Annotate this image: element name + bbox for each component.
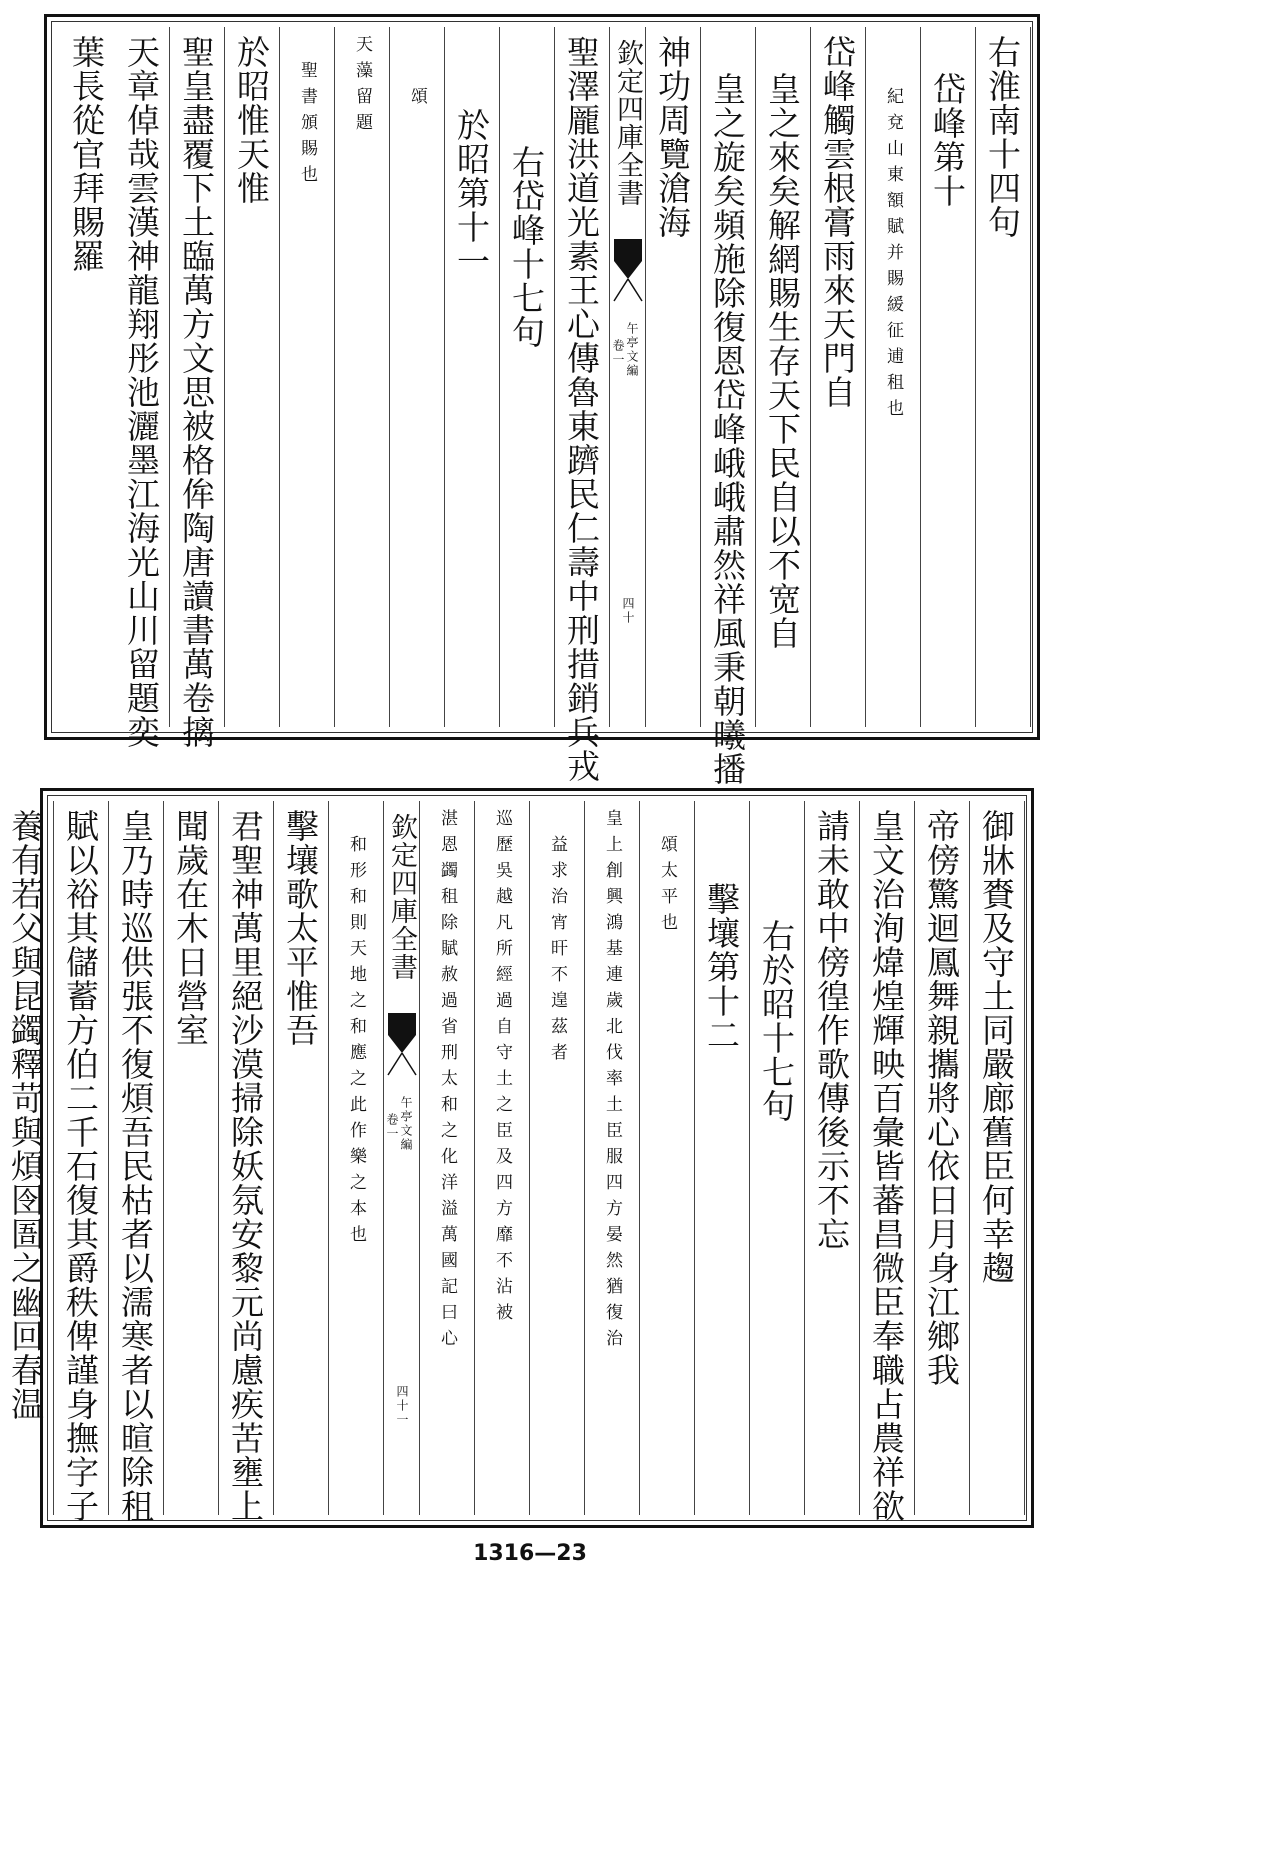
annotation-text: 巡歷吳越凡所經過自守土之臣及四方靡不沾被 bbox=[492, 809, 512, 1329]
page-number: 1316—23 bbox=[473, 1541, 587, 1566]
text-column bbox=[274, 801, 329, 1515]
annotation-text: 天藻留題 bbox=[352, 35, 372, 139]
text-column bbox=[921, 27, 976, 727]
column-text: 請未敢中傍徨作歌傳後示不忘 bbox=[812, 809, 851, 1251]
gutter-title: 欽定四庫全書 bbox=[612, 39, 643, 207]
column-text: 葉長從官拜賜羅 bbox=[67, 35, 106, 273]
column-text: 帝傍驚迴鳳舞親攜將心依日月身江鄉我 bbox=[922, 809, 961, 1387]
gutter-book-title: 午亭文編 bbox=[399, 1096, 413, 1152]
column-text: 右於昭十七句 bbox=[757, 918, 796, 1123]
column-text: 擊壤歌太平惟吾 bbox=[281, 809, 320, 1047]
text-column bbox=[164, 801, 219, 1515]
column-text: 右岱峰十七句 bbox=[507, 144, 546, 349]
text-column bbox=[219, 801, 274, 1523]
annotation-text: 紀兗山東額賦并賜緩征逋租也 bbox=[883, 87, 903, 425]
gutter-volume: 卷一 bbox=[611, 339, 625, 367]
column-text: 御牀賚及守土同嚴廊舊臣何幸趨 bbox=[977, 809, 1016, 1285]
fish-tail-mark-icon bbox=[386, 1013, 418, 1083]
column-text: 皇之來矣解網賜生存天下民自以不宽自 bbox=[763, 71, 802, 650]
text-column bbox=[335, 27, 390, 727]
gutter-folio-number: 四十一 bbox=[395, 1385, 409, 1427]
column-text: 皇文治洵煒煌輝映百彙皆蕃昌微臣奉職占農祥欲 bbox=[867, 809, 906, 1523]
column-text: 岱峰第十 bbox=[928, 71, 967, 208]
text-column bbox=[280, 27, 335, 727]
text-column bbox=[970, 801, 1025, 1515]
text-column bbox=[109, 801, 164, 1523]
text-column bbox=[475, 801, 530, 1515]
text-column bbox=[60, 27, 115, 727]
annotation-text: 頌太平也 bbox=[657, 835, 677, 939]
text-column bbox=[115, 27, 170, 749]
gutter-folio-number: 四十 bbox=[621, 597, 635, 625]
text-column bbox=[54, 801, 109, 1523]
column-text: 於昭惟天惟 bbox=[232, 35, 271, 205]
column-text: 皇乃時巡供張不復煩吾民枯者以濡寒者以暄除租 bbox=[116, 809, 155, 1523]
upper-page bbox=[44, 14, 1040, 786]
column-text: 賦以裕其儲蓄方伯二千石復其爵秩俾謹身撫字子 bbox=[61, 809, 100, 1523]
text-column bbox=[640, 801, 695, 1515]
column-text: 君聖神萬里絕沙漠掃除妖氛安黎元尚慮疾苦壅上 bbox=[226, 809, 265, 1523]
text-column bbox=[866, 27, 921, 727]
text-column bbox=[976, 27, 1031, 727]
text-column bbox=[756, 27, 811, 727]
center-gutter bbox=[384, 801, 420, 1515]
center-gutter bbox=[610, 27, 646, 727]
column-text: 於昭第十一 bbox=[452, 108, 491, 278]
text-column bbox=[701, 27, 756, 786]
column-text: 聖皇盡覆下土臨萬方文思被格侔陶唐讀書萬卷摛 bbox=[177, 35, 216, 749]
annotation-text: 和形和則天地之和應之此作樂之本也 bbox=[346, 835, 366, 1251]
text-column bbox=[750, 801, 805, 1515]
column-text: 右淮南十四句 bbox=[983, 35, 1022, 239]
text-column bbox=[390, 27, 445, 727]
gutter-volume: 卷一 bbox=[385, 1113, 399, 1141]
column-text: 聞歲在木日營室 bbox=[171, 809, 210, 1047]
column-text: 聖澤龎洪道光素王心傳魯東躋民仁壽中刑措銷兵戎 bbox=[562, 35, 601, 783]
column-text: 擊壤第十二 bbox=[702, 882, 741, 1052]
annotation-text: 聖書頒賜也 bbox=[297, 61, 317, 191]
column-text: 天章倬哉雲漢神龍翔彤池灑墨江海光山川留題奕 bbox=[122, 35, 161, 749]
text-column bbox=[170, 27, 225, 749]
annotation-text: 湛恩蠲租除賦赦過省刑太和之化洋溢萬國記曰心 bbox=[437, 809, 457, 1355]
column-text: 神功周覽滄海 bbox=[653, 35, 692, 239]
text-column bbox=[811, 27, 866, 727]
text-column bbox=[530, 801, 585, 1515]
text-column bbox=[585, 801, 640, 1515]
text-column bbox=[445, 27, 500, 727]
text-column bbox=[915, 801, 970, 1515]
text-column bbox=[420, 801, 475, 1515]
annotation-text: 皇上創興鴻基連歲北伐率土臣服四方晏然猶復治 bbox=[602, 809, 622, 1355]
lower-page bbox=[6, 788, 1034, 1528]
text-column bbox=[500, 27, 555, 727]
text-column bbox=[860, 801, 915, 1523]
text-column bbox=[646, 27, 701, 727]
column-text: 養有若父與昆蠲釋苛與煩囹圄之幽回春温 bbox=[6, 809, 45, 1421]
text-column bbox=[0, 801, 54, 1515]
gutter-title: 欽定四庫全書 bbox=[386, 813, 417, 981]
text-column bbox=[805, 801, 860, 1515]
text-column bbox=[555, 27, 610, 783]
fish-tail-mark-icon bbox=[612, 239, 644, 309]
column-text: 皇之旋矣頻施除復恩岱峰峨峨肅然祥風秉朝曦播 bbox=[708, 71, 747, 786]
annotation-text: 頌 bbox=[407, 87, 427, 113]
column-text: 岱峰觸雲根膏雨來天門自 bbox=[818, 35, 857, 409]
text-column bbox=[225, 27, 280, 727]
text-column bbox=[329, 801, 384, 1515]
text-column bbox=[695, 801, 750, 1515]
gutter-book-title: 午亭文編 bbox=[625, 322, 639, 378]
annotation-text: 益求治宵旰不遑茲者 bbox=[547, 835, 567, 1069]
